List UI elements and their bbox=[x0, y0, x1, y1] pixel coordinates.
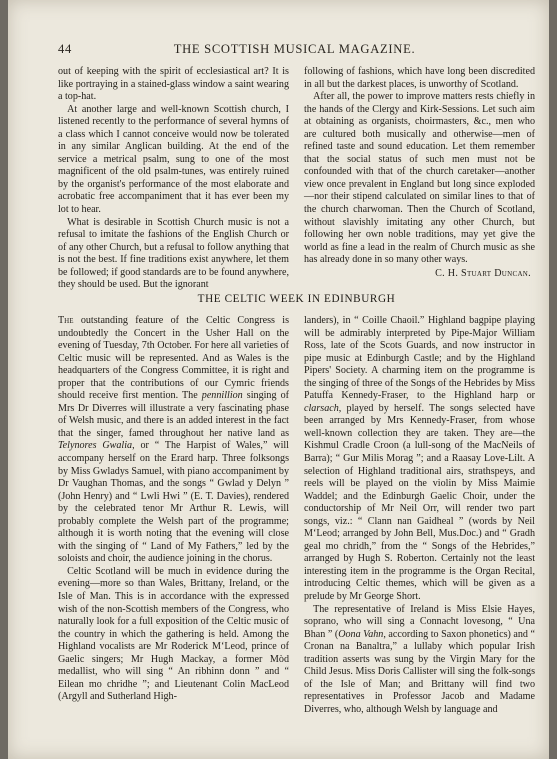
text-run: landers), in “ Coille Chaoil.” Highland bagpipe playing will be admirably interpreted by Pipe-Major William Ross, late of the Scots Guards, and now instructor in pipe music at Edinburgh Castle; and by the Highland Pipers' Society. A charming item on the programme is the singing of three of the Songs of the Hebrides by Miss Patuffa Kennedy-Fraser, to the Highland harp or bbox=[304, 315, 535, 402]
paragraph: At another large and well-known Scottish church, I listened recently to the performance of several hymns of a class which I cannot conceive would now be tolerated in any similar Anglican building. At the end of the service a metrical psalm, sung to one of the most magnificent of the old psalm-tunes, was entirely ruined by the organist's performance of the most elaborate and acrobatic free accompaniment that it has ever been my lot to hear. bbox=[58, 103, 289, 216]
article-title: THE CELTIC WEEK IN EDINBURGH bbox=[197, 293, 396, 305]
italic-term: pennillion bbox=[201, 390, 243, 402]
paragraph: Celtic Scotland will be much in evidence during the evening—more so than Wales, Brittany, Ireland, or the Isle of Man. This is in accordance with the expressed wish of the non-Scottish members of the Congress, who naturally look for a full exposition of the Celtic music of the country in which the gathering is held. Among the Highland vocalists are Mr Roderick M‘Leod, prince of Gaelic singers; Mr Hugh Mackay, a former Mòd medallist, who will sing “ An ribhinn donn ” and “ Eilean mo chridhe ”; and Lieutenant Colin MacLeod (Argyll and Sutherland High- bbox=[58, 565, 289, 703]
paragraph: following of fashions, which have long been discredited in all but the darkest places, is unworthy of Scotland. bbox=[304, 66, 535, 90]
lead-word: The bbox=[58, 315, 74, 326]
magazine-page bbox=[8, 0, 549, 759]
running-header bbox=[58, 42, 531, 60]
italic-term: Telynores Gwalia bbox=[58, 440, 133, 452]
paragraph: out of keeping with the spirit of ecclesiastical art? It is like portraying in a stained-glass window a saint wearing a top-hat. bbox=[58, 66, 289, 103]
paragraph: After all, the power to improve matters rests chiefly in the hands of the Clergy and Kirk-Sessions. Let such aim at obtaining as organists, choirmasters, &c., men who are cultured both musically and otherwise—men of refined taste and sound education. Let them remember that the social status of such men must not be confounded with that of the church caretaker—another view once prevalent in England but long since exploded—nor their stipend calculated on similar lines to that of the church charwoman. Then the Church of Scotland, without slavishly imitating any other Church, but following her own noble traditions, may yet give the world as fine a lead in the realm of Church music as she has already done in so many other ways. bbox=[304, 91, 535, 266]
text-run: The representative of Ireland is Miss Elsie Hayes, soprano, who will sing a Connacht lovesong, “ Una Bhan ” ( bbox=[304, 603, 535, 640]
paragraph: What is desirable in Scottish Church music is not a refusal to imitate the fashions of the English Church or of any other Church, but a refusal to follow anything that is not the best. If fine traditions exist anywhere, let them be followed; if good standards are to be found anywhere, they should be used. But the ignorant bbox=[58, 216, 289, 291]
paragraph bbox=[304, 604, 535, 717]
text-run: singing of Mrs Dr Diverres will illustrate a very fascinating phase of Welsh music, and there is an added interest in the fact that the singer, famed throughout her native land as bbox=[58, 390, 289, 439]
paragraph bbox=[304, 315, 535, 604]
running-title: THE SCOTTISH MUSICAL MAGAZINE. bbox=[173, 42, 416, 56]
italic-term: Oona Vahn bbox=[338, 628, 384, 640]
italic-term: clarsach bbox=[304, 402, 339, 414]
lower-right-column bbox=[304, 315, 535, 717]
author-signature: C. H. Stuart Duncan. bbox=[435, 267, 531, 279]
upper-left-column bbox=[58, 66, 289, 292]
upper-right-column bbox=[304, 66, 535, 280]
lower-left-column bbox=[58, 315, 289, 704]
text-run: outstanding feature of the Celtic Congress is undoubtedly the Concert in the Usher Hall on the evening of Tuesday, 7th October. For here all varieties of Celtic music will be represented. And as Wales is the headquarters of the Congress Committee, it is right and proper that the contributions of our Cymric friends should receive first mention. The bbox=[58, 315, 289, 402]
paragraph bbox=[58, 315, 289, 566]
text-run: , or “ The Harpist of Wales,” will accompany herself on the Erard harp. Three folksongs by Miss Gwladys Samuel, with piano accompaniment by Dr Vaughan Thomas, and the songs “ Gwlad y Delyn ” (John Henry) and “ Lwli Hwi ” (E. T. Davies), rendered by the celebrated tenor Mr Arthur R. Lewis, will probably complete the Welsh part of the programme; although it is worth noting that the evening will close with the singing of “ Land of My Fathers,” led by the soloists and choir, the audience joining in the chorus. bbox=[58, 440, 289, 565]
text-run: , played by herself. The songs selected have been arranged by Mrs Kennedy-Fraser, from whose well-known collection they are taken. They are—the Kishmul Cradle Croon (a lull-song of the MacNeils of Barra); “ Gur Milis Morag ”; and a Raasay Love-Lilt. A selection of Highland traditional airs, strathspeys, and reels will be played on the violin by Miss Maimie Waddel; and the Edinburgh Gaelic Choir, under the conductorship of Mr Neil Orr, will render two part songs, viz.: “ Clann nan Gaidheal ” (words by Neil M‘Leod; arranged by John Bell, Mus.Doc.) and “ Gradh geal mo chridh,” from the “ Songs of the Hebrides,” arranged by Hugh S. Roberton. Certainly not the least interesting item in the programme is the Organ Recital, introducing Celtic themes, which will be given as a prelude by Mr George Short. bbox=[304, 402, 535, 603]
text-run: , according to Saxon phonetics) and “ Cronan na Banaltra,” a lullaby which popular Irish tradition asserts was sung by the Virgin Mary for the Child Jesus. Miss Doris Callister will sing the folk-songs of the Isle of Man; and Brittany will find two representatives in Professor Jacob and Madame Diverres, who, although Welsh by language and bbox=[304, 628, 535, 715]
page-number: 44 bbox=[58, 42, 72, 56]
